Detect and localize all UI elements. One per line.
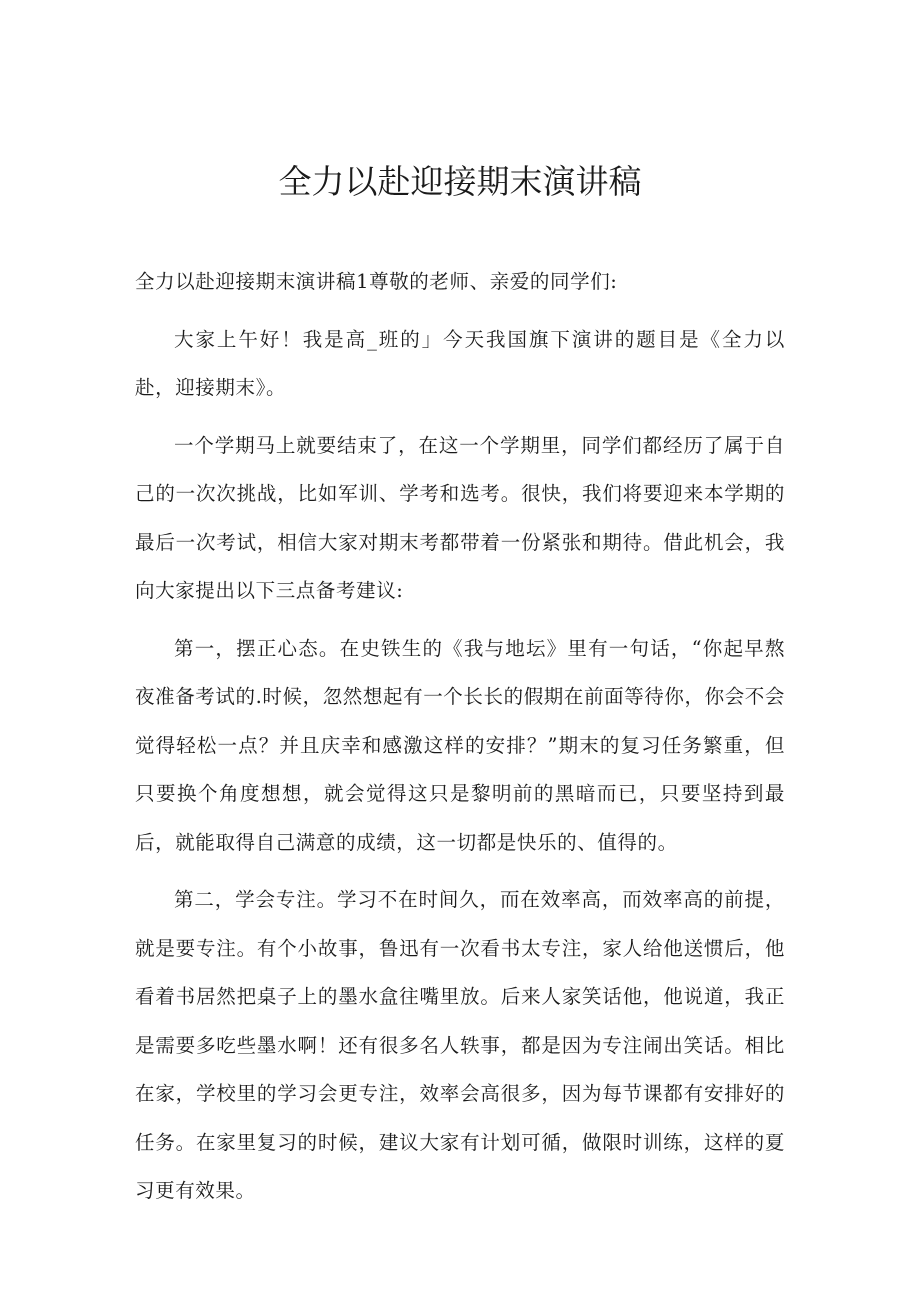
paragraph-point-two: 第二，学会专注。学习不在时间久，而在效率高，而效率高的前提，就是要专注。有个小故事，鲁迅有一次看书太专注，家人给他送惯后，他看着书居然把桌子上的墨水盒往嘴里放。后来人家笑话他，他说道，我正是需要多吃些墨水啊！还有很多名人轶事，都是因为专注闹出笑话。相比在家，学校里的学习会更专注，效率会高很多，因为每节课都有安排好的任务。在家里复习的时候，建议大家有计划可循，做限时训练，这样的夏习更有效果。 xyxy=(135,888,785,1202)
paragraph-point-one: 第一，摆正心态。在史铁生的《我与地坛》里有一句话，“你起早熬夜准备考试的.时候，忽然想起有一个长长的假期在前面等待你，你会不会觉得轻松一点？并且庆幸和感激这样的安排？”期末的复习任务繁重，但只要换个角度想想，就会觉得这只是黎明前的黑暗而已，只要坚持到最后，就能取得自己满意的成绩，这一切都是快乐的、值得的。 xyxy=(135,636,785,854)
paragraph-context: 一个学期马上就要结束了，在这一个学期里，同学们都经历了属于自己的一次次挑战，比如军训、学考和选考。很快，我们将要迎来本学期的最后一次考试，相信大家对期末考都带着一份紧张和期待。借此机会，我向大家提出以下三点备考建议: xyxy=(135,433,785,602)
document-body xyxy=(135,258,785,1216)
paragraph-intro: 大家上午好！我是高_班的」今天我国旗下演讲的题目是《全力以赴，迎接期末》。 xyxy=(135,327,785,399)
paragraph-greeting: 全力以赴迎接期末演讲稿1尊敬的老师、亲爱的同学们: xyxy=(135,270,618,293)
document-title: 全力以赴迎接期末演讲稿 xyxy=(278,162,642,201)
